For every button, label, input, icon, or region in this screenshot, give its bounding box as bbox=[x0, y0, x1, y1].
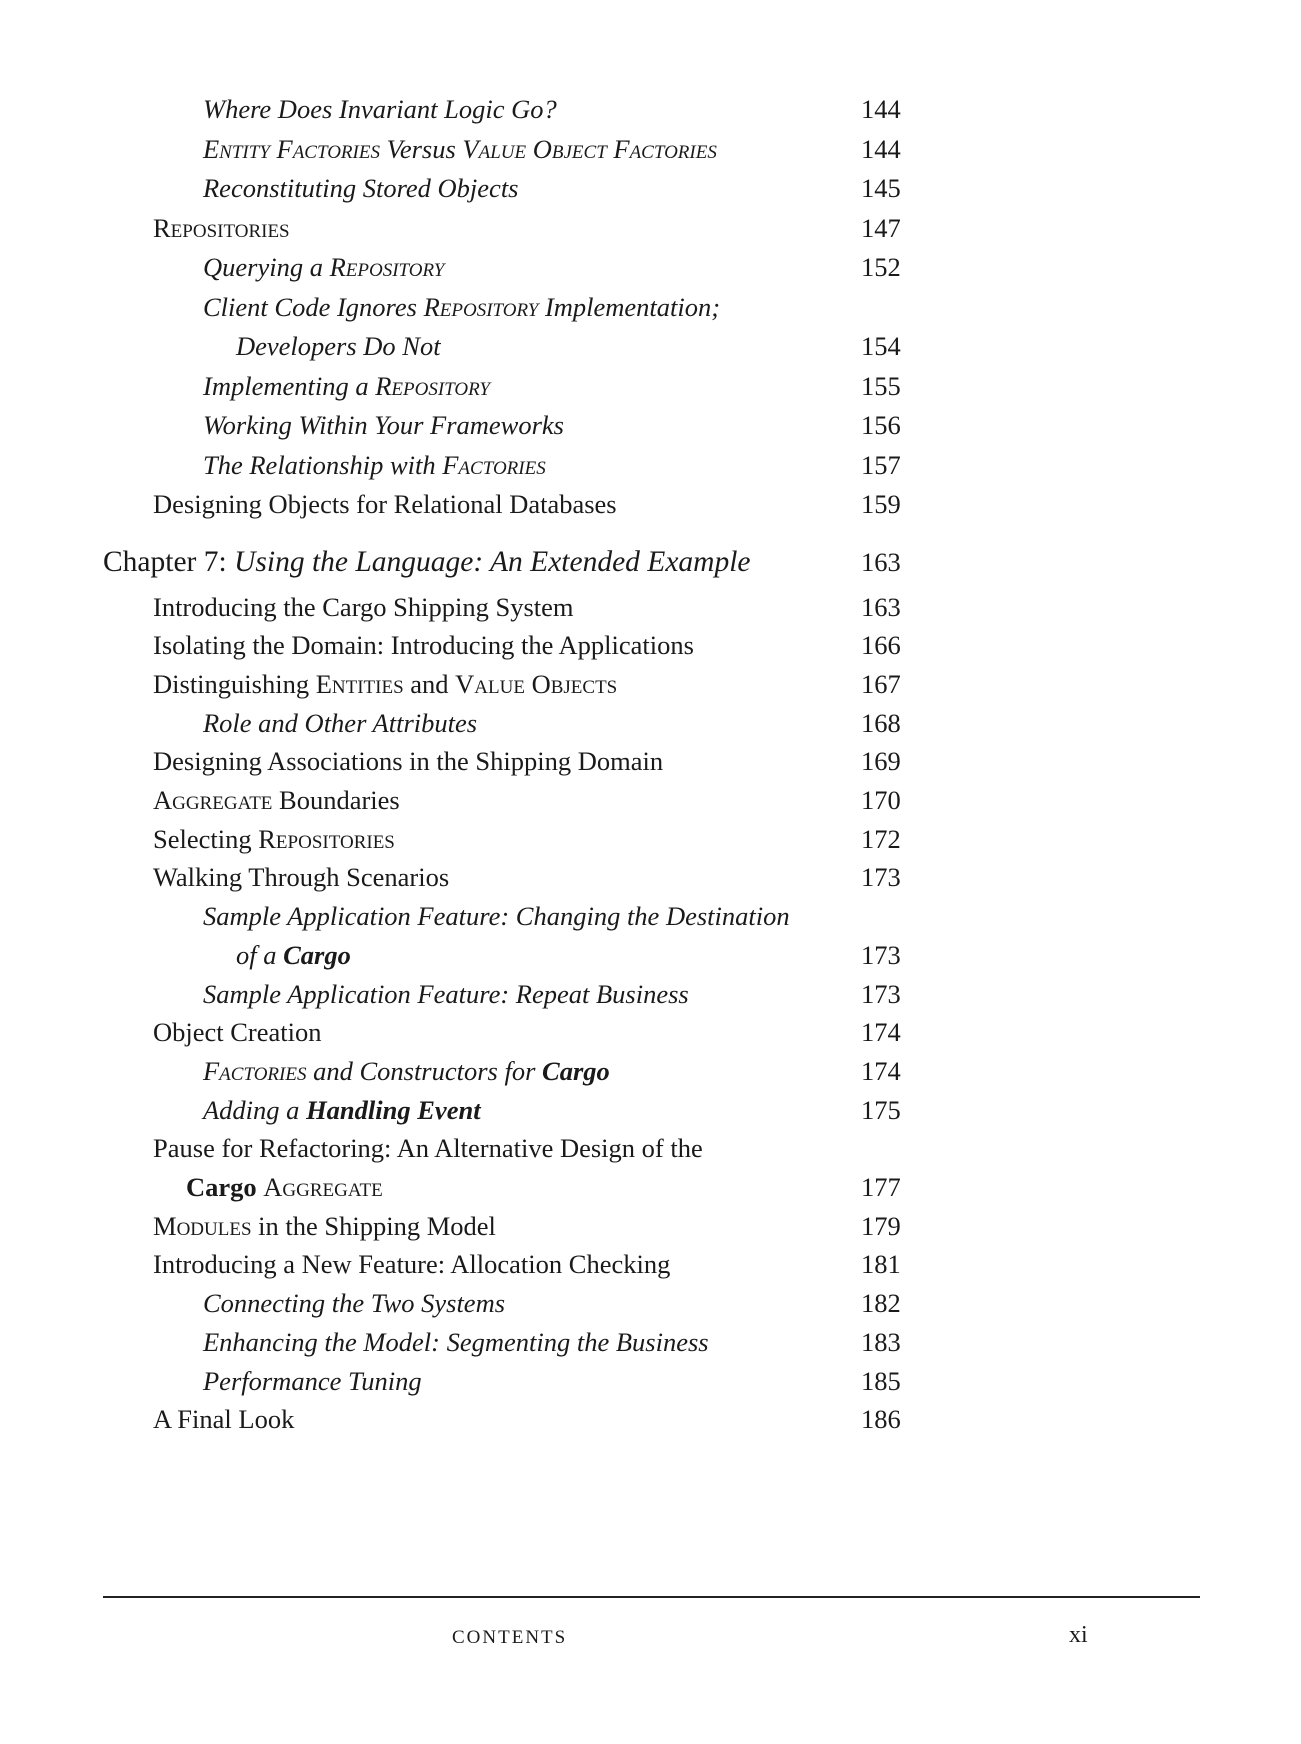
toc-title-part: Implementation; bbox=[538, 291, 721, 322]
running-head: CONTENTS bbox=[452, 1627, 568, 1648]
toc-entry[interactable] bbox=[0, 1284, 1301, 1323]
toc-title-part: Working Within Your Frameworks bbox=[203, 410, 564, 440]
toc-entry[interactable] bbox=[0, 1207, 1301, 1246]
toc-entry-title bbox=[153, 1245, 670, 1284]
toc-entry[interactable] bbox=[0, 1362, 1301, 1401]
toc-entry[interactable] bbox=[0, 820, 1301, 859]
toc-page-number: 179 bbox=[861, 1210, 901, 1241]
toc-title-part: of a bbox=[236, 939, 284, 970]
toc-title-part: Introducing the Cargo Shipping System bbox=[153, 591, 574, 622]
toc-title-part: Cargo bbox=[186, 1172, 257, 1202]
toc-title-part: A Final Look bbox=[153, 1404, 295, 1435]
toc-page-number: 144 bbox=[861, 94, 901, 124]
toc-entry-title bbox=[203, 704, 477, 743]
footer-rule bbox=[103, 1596, 1200, 1598]
toc-page-number: 173 bbox=[861, 978, 901, 1009]
toc-entry[interactable] bbox=[0, 781, 1301, 820]
toc-entry-title bbox=[203, 1284, 505, 1323]
toc-title-part: Versus bbox=[379, 133, 463, 164]
toc-title-part: in the Shipping Model bbox=[251, 1210, 496, 1241]
toc-entry-title bbox=[203, 975, 689, 1014]
toc-page-number: 152 bbox=[861, 252, 901, 282]
toc-title-part: Cargo bbox=[283, 939, 351, 970]
toc-page-number: 163 bbox=[861, 546, 901, 577]
toc-title-part: Entity Factories bbox=[203, 133, 380, 164]
toc-title-part: Connecting the Two Systems bbox=[203, 1288, 506, 1319]
toc-entry-title bbox=[186, 1168, 383, 1207]
toc-title-part: The Relationship with bbox=[203, 449, 443, 480]
toc-page-number: 182 bbox=[861, 1288, 901, 1319]
toc-page-number: 166 bbox=[861, 630, 901, 661]
toc-page-number: 186 bbox=[861, 1404, 901, 1435]
toc-entry[interactable] bbox=[0, 975, 1301, 1014]
toc-entry[interactable] bbox=[0, 288, 1301, 327]
toc-title-part: Cargo bbox=[542, 1055, 610, 1086]
toc-entry[interactable] bbox=[0, 626, 1301, 665]
toc-entry-title bbox=[153, 858, 449, 897]
toc-page-number: 169 bbox=[861, 746, 901, 777]
toc-title-part: Modules bbox=[153, 1210, 252, 1241]
toc-entry[interactable] bbox=[0, 897, 1301, 936]
toc-entry-title bbox=[203, 1052, 610, 1091]
toc-page-number: 174 bbox=[861, 1017, 901, 1048]
toc-title-part: Client Code Ignores bbox=[203, 291, 424, 322]
toc-entry-title bbox=[203, 1362, 422, 1401]
toc-title-part: Designing Objects for Relational Databases bbox=[153, 489, 617, 519]
toc-entry[interactable] bbox=[0, 169, 1301, 208]
toc-entry[interactable] bbox=[0, 1129, 1301, 1168]
toc-entry-title bbox=[236, 936, 351, 975]
toc-entry-title bbox=[103, 543, 751, 582]
toc-title-part: Querying a bbox=[203, 252, 330, 282]
toc-title-part: Repository bbox=[329, 252, 445, 282]
toc-title-part: Repositories bbox=[153, 212, 290, 243]
toc-page-number: 183 bbox=[861, 1326, 901, 1357]
toc-title-part: Walking Through Scenarios bbox=[153, 862, 450, 893]
toc-entry-title bbox=[203, 288, 720, 327]
toc-title-part: Implementing a bbox=[203, 370, 376, 401]
toc-entry-title bbox=[153, 1400, 294, 1439]
toc-page-number: 173 bbox=[861, 862, 901, 893]
toc-entry[interactable] bbox=[0, 209, 1301, 248]
toc-title-part: Entities bbox=[315, 668, 404, 699]
folio-page-number: xi bbox=[1069, 1622, 1088, 1648]
toc-entry[interactable] bbox=[0, 1400, 1301, 1439]
toc-page-number: 154 bbox=[861, 331, 901, 361]
toc-title-part: Boundaries bbox=[272, 785, 400, 815]
toc-entry[interactable] bbox=[0, 1013, 1301, 1052]
toc-entry[interactable] bbox=[0, 485, 1301, 524]
toc-title-part: Where Does Invariant Logic Go? bbox=[203, 94, 557, 124]
toc-title-part: Aggregate bbox=[153, 785, 273, 815]
toc-title-part: Designing Associations in the Shipping Domain bbox=[153, 746, 664, 777]
toc-entry[interactable] bbox=[0, 1245, 1301, 1284]
toc-entry-title bbox=[203, 90, 557, 129]
toc-page-number: 168 bbox=[861, 707, 901, 738]
toc-page-number: 155 bbox=[861, 370, 901, 401]
toc-title-part: Performance Tuning bbox=[203, 1365, 422, 1396]
toc-entry-title bbox=[203, 367, 490, 406]
toc-entry[interactable] bbox=[0, 406, 1301, 445]
toc-entry-title bbox=[203, 1323, 709, 1362]
toc-title-part: Introducing a New Feature: Allocation Checking bbox=[153, 1249, 671, 1280]
toc-entry-title bbox=[153, 588, 574, 627]
toc-page-number: 172 bbox=[861, 823, 901, 854]
toc-page-number: 167 bbox=[861, 668, 901, 699]
toc-entry-title bbox=[203, 169, 519, 208]
toc-entry-title bbox=[153, 1129, 703, 1168]
toc-entry[interactable] bbox=[0, 665, 1301, 704]
toc-page-number: 185 bbox=[861, 1365, 901, 1396]
toc-entry-title bbox=[203, 446, 546, 485]
toc-entry-title bbox=[236, 327, 441, 366]
toc-title-part: Selecting bbox=[153, 823, 259, 854]
toc-entry-title bbox=[153, 665, 617, 704]
toc-title-part: Reconstituting Stored Objects bbox=[203, 173, 519, 203]
toc-title-part: Object Creation bbox=[153, 1017, 322, 1048]
toc-title-part: Factories bbox=[203, 1055, 307, 1086]
toc-page-number: 147 bbox=[861, 212, 901, 243]
toc-entry-title bbox=[153, 742, 663, 781]
toc-entry[interactable] bbox=[0, 130, 1301, 169]
toc-title-part: Value Object Factories bbox=[462, 133, 717, 164]
toc-title-part: Distinguishing bbox=[153, 668, 316, 699]
toc-page-number: 177 bbox=[861, 1172, 901, 1202]
toc-title-part: Factories bbox=[442, 449, 546, 480]
toc-page-number: 144 bbox=[861, 133, 901, 164]
toc-page-number: 157 bbox=[861, 449, 901, 480]
toc-entry-title bbox=[153, 485, 617, 524]
toc-title-part: Developers Do Not bbox=[236, 331, 441, 361]
toc-page-number: 174 bbox=[861, 1055, 901, 1086]
toc-entry[interactable] bbox=[0, 327, 1301, 366]
toc-entry[interactable] bbox=[0, 367, 1301, 406]
toc-entry[interactable] bbox=[0, 858, 1301, 897]
toc-chapter-entry[interactable] bbox=[0, 543, 1301, 582]
toc-page-number: 156 bbox=[861, 410, 901, 440]
toc-entry[interactable] bbox=[0, 446, 1301, 485]
toc-title-part: Isolating the Domain: Introducing the Applications bbox=[153, 630, 694, 661]
toc-entry[interactable] bbox=[0, 248, 1301, 287]
toc-title-part: Handling Event bbox=[306, 1094, 481, 1125]
toc-entry-title bbox=[153, 781, 400, 820]
toc-entry-title bbox=[153, 820, 395, 859]
toc-title-part: Value Objects bbox=[455, 668, 618, 699]
toc-entry-title bbox=[153, 626, 694, 665]
toc-title-part: Role and Other Attributes bbox=[203, 707, 478, 738]
toc-title-part: Enhancing the Model: Segmenting the Business bbox=[203, 1326, 709, 1357]
toc-entry[interactable] bbox=[0, 90, 1301, 129]
toc-entry[interactable] bbox=[0, 1168, 1301, 1207]
toc-entry[interactable] bbox=[0, 1052, 1301, 1091]
toc-page-number: 175 bbox=[861, 1094, 901, 1125]
toc-page-number: 181 bbox=[861, 1249, 901, 1280]
toc-title-part: and bbox=[403, 668, 456, 699]
toc-page-number: 159 bbox=[861, 489, 901, 519]
toc-page-number: 163 bbox=[861, 591, 901, 622]
toc-title-part: Pause for Refactoring: An Alternative Design of the bbox=[153, 1133, 703, 1164]
toc-entry-title bbox=[153, 1013, 322, 1052]
toc-entry-title bbox=[203, 1091, 481, 1130]
toc-entry[interactable] bbox=[0, 742, 1301, 781]
toc-entry-title bbox=[203, 130, 717, 169]
toc-entry-title bbox=[203, 248, 444, 287]
toc-title-part: Adding a bbox=[203, 1094, 307, 1125]
toc-title-part: Repository bbox=[375, 370, 490, 401]
toc-entry-title bbox=[153, 1207, 496, 1246]
toc-title-part: Aggregate bbox=[263, 1172, 383, 1202]
toc-title-part: Repository bbox=[423, 291, 539, 322]
toc-page-number: 170 bbox=[861, 785, 901, 815]
toc-entry-title bbox=[153, 209, 290, 248]
toc-entry[interactable] bbox=[0, 704, 1301, 743]
toc-entry-title bbox=[203, 897, 790, 936]
toc-title-part: and Constructors for bbox=[306, 1055, 543, 1086]
toc-entry[interactable] bbox=[0, 1323, 1301, 1362]
toc-entry[interactable] bbox=[0, 1091, 1301, 1130]
toc-page-number: 173 bbox=[861, 939, 901, 970]
toc-title-part: Sample Application Feature: Changing the Destination bbox=[203, 901, 790, 932]
toc-title-part: Repositories bbox=[258, 823, 395, 854]
toc-title-part: Sample Application Feature: Repeat Business bbox=[203, 978, 689, 1009]
toc-entry[interactable] bbox=[0, 588, 1301, 627]
toc-title-part: Using the Language: An Extended Example bbox=[234, 545, 751, 578]
toc-entry-title bbox=[203, 406, 564, 445]
toc-page-number: 145 bbox=[861, 173, 901, 203]
toc-entry[interactable] bbox=[0, 936, 1301, 975]
toc-title-part: Chapter 7: bbox=[103, 545, 235, 578]
